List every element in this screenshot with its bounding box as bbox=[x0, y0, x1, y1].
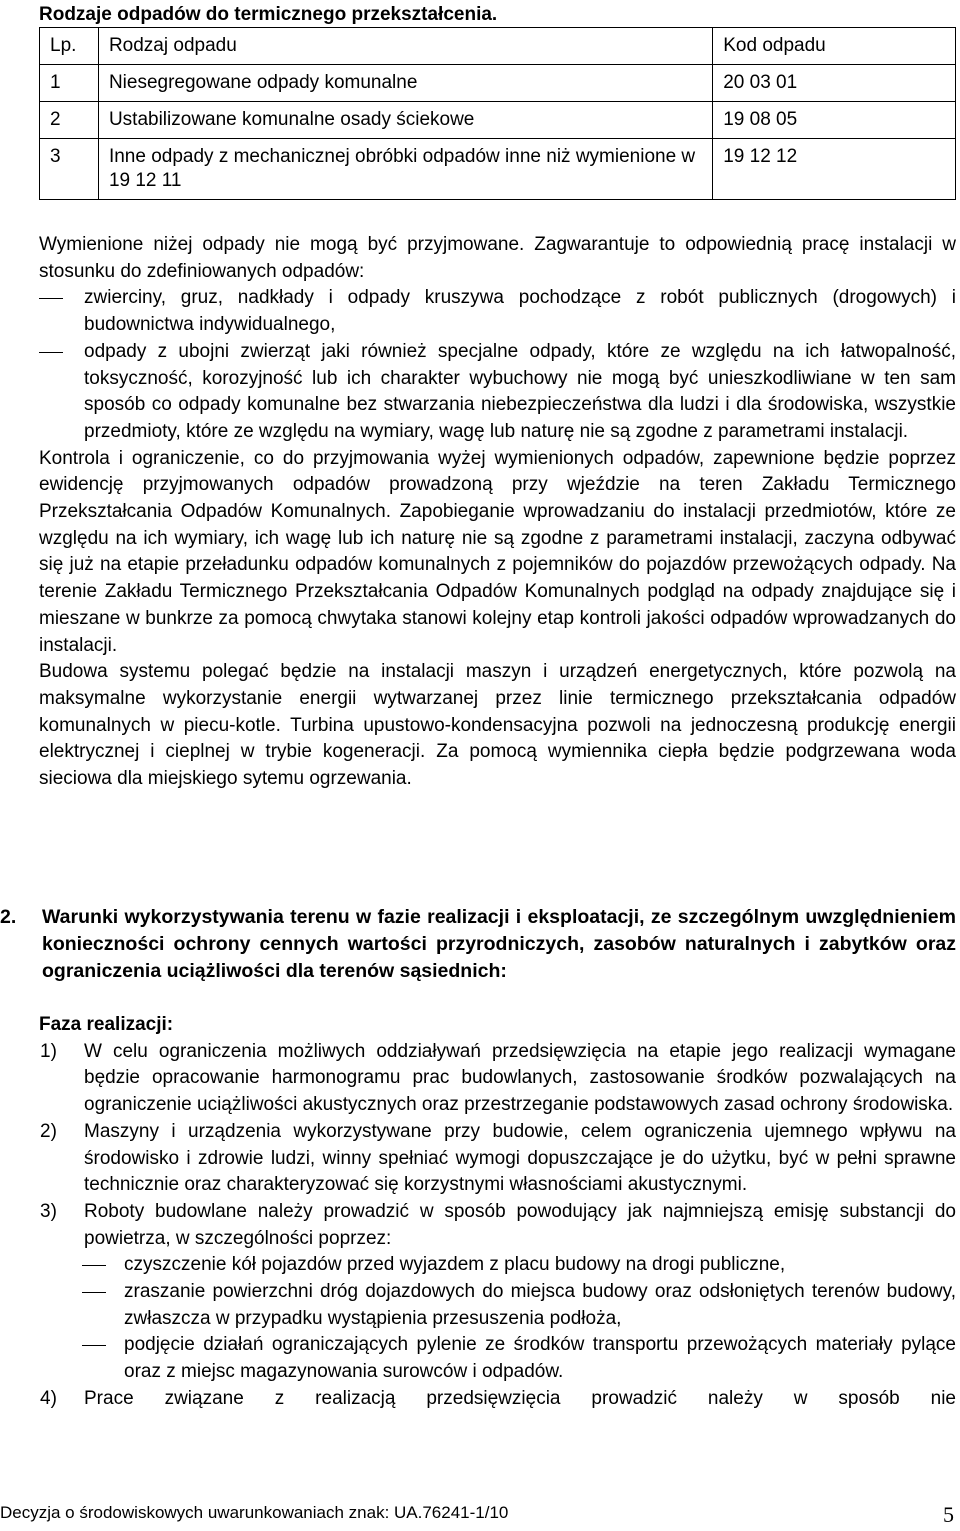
system-paragraph: Budowa systemu polegać będzie na instalacji maszyn i urządzeń energetycznych, które pozwolą na maksymalne wykorzystanie energii wytwarzanej przez linie termicznego przekształcania odpadów komunalnych w piecu-kotle. Turbina upustowo-kondensacyjna pozwoli na jednoczesną produkcję energii elektrycznej i cieplnej w trybie kogeneracji. Za pomocą wymiennika ciepła będzie podgrzewana woda sieciowa dla miejskiego sytemu ogrzewania. bbox=[39, 661, 956, 790]
intro-paragraph: Wymienione niżej odpady nie mogą być przyjmowane. Zagwarantuje to odpowiednią pracę instalacji w stosunku do zdefiniowanych odpadów: bbox=[39, 234, 956, 282]
section-number: 2. bbox=[0, 906, 17, 928]
waste-table bbox=[39, 27, 956, 200]
cell-waste-type: Niesegregowane odpady komunalne bbox=[98, 65, 712, 102]
cell-lp: 1 bbox=[40, 65, 99, 102]
list-item-text: odpady z ubojni zwierząt jaki również specjalne odpady, które ze względu na ich łatwopalność, toksyczność, korozyjność lub ich charakter wybuchowy nie mogą być unieszkodliwiane w ten sam sposób co odpady komunalne bez stwarzania niebezpieczeństwa dla ludzi i dla środowiska, wszystkie przedmioty, które ze względu na wymiary, wagę lub naturę nie są zgodne z parametrami instalacji. bbox=[84, 340, 956, 442]
cell-lp: 3 bbox=[40, 139, 99, 200]
dash-bullet bbox=[82, 1345, 106, 1346]
dash-bullet bbox=[39, 352, 63, 353]
excluded-waste-section bbox=[39, 232, 956, 793]
table-row bbox=[40, 102, 956, 139]
header-waste-code: Kod odpadu bbox=[713, 28, 956, 65]
header-waste-type: Rodzaj odpadu bbox=[98, 28, 712, 65]
realization-phase bbox=[39, 1012, 956, 1413]
item-number: 2) bbox=[40, 1120, 57, 1142]
list-item bbox=[39, 1039, 956, 1119]
list-item-text: zwierciny, gruz, nadkłady i odpady kruszywa pochodzące z robót publicznych (drogowych) i budownictwa indywidualnego, bbox=[84, 287, 956, 336]
dash-bullet bbox=[82, 1292, 106, 1293]
phase-heading: Faza realizacji: bbox=[39, 1014, 174, 1035]
control-paragraph: Kontrola i ograniczenie, co do przyjmowania wyżej wymienionych odpadów, zapewnione będzie poprzez ewidencję przyjmowanych odpadów prowadzoną przy wjeździe na teren Zakładu Termicznego Przekształcania Odpadów Komunalnych. Zapobieganie wprowadzaniu do instalacji przedmiotów, które ze względu na ich wymiary, ich wagę lub ich naturę nie są zgodne z parametrami instalacji, zaczyna odbywać się już na etapie przeładunku odpadów komunalnych z pojemników do pojazdów przewożących odpady. Na terenie Zakładu Termicznego Przekształcania Odpadów Komunalnych podgląd na odpady znajdujące się i mieszane w bunkrze za pomocą chwytaka stanowi kolejny etap kontroli jakości odpadów wprowadzanych do instalacji. bbox=[39, 447, 956, 656]
list-item bbox=[39, 285, 956, 338]
list-item bbox=[39, 1119, 956, 1199]
list-item-text: czyszczenie kół pojazdów przed wyjazdem z placu budowy na drogi publiczne, bbox=[124, 1254, 786, 1276]
item-number: 3) bbox=[40, 1200, 57, 1222]
list-item bbox=[39, 339, 956, 446]
cell-waste-type: Ustabilizowane komunalne osady ściekowe bbox=[98, 102, 712, 139]
page-number: 5 bbox=[943, 1502, 954, 1527]
sub-list-item bbox=[39, 1332, 956, 1385]
table-header-row bbox=[40, 28, 956, 65]
list-item-text: Maszyny i urządzenia wykorzystywane przy budowie, celem ograniczenia ujemnego wpływu na środowisko i zdrowie ludzi, winny spełniać wymogi dopuszczające je do użytku, być w pełni sprawne technicznie oraz charakteryzować się korzystnymi własnościami akustycznymi. bbox=[84, 1120, 956, 1196]
section-heading-text: Warunki wykorzystywania terenu w fazie realizacji i eksploatacji, ze szczególnym uwzględnieniem konieczności ochrony cennych wartości przyrodniczych, zasobów naturalnych i zabytków oraz ograniczenia uciążliwości dla terenów sąsiednich: bbox=[42, 906, 956, 982]
item-number: 4) bbox=[40, 1387, 57, 1409]
list-item-text: Roboty budowlane należy prowadzić w sposób powodujący jak najmniejszą emisję substancji do powietrza, w szczególności poprzez: bbox=[84, 1200, 956, 1249]
list-item bbox=[39, 1199, 956, 1252]
table-row bbox=[40, 139, 956, 200]
table-row bbox=[40, 65, 956, 102]
cell-waste-type: Inne odpady z mechanicznej obróbki odpadów inne niż wymienione w 19 12 11 bbox=[98, 139, 712, 200]
header-lp: Lp. bbox=[40, 28, 99, 65]
cell-waste-code: 20 03 01 bbox=[713, 65, 956, 102]
sub-list-item bbox=[39, 1252, 956, 1279]
dash-bullet bbox=[39, 298, 63, 299]
item-number: 1) bbox=[40, 1040, 57, 1062]
sub-list-item bbox=[39, 1279, 956, 1332]
list-item-text: W celu ograniczenia możliwych oddziaływań przedsięwzięcia na etapie jego realizacji wymagane będzie opracowanie harmonogramu prac budowlanych, zastosowanie środków pozwalających na ograniczenie uciążliwości akustycznych oraz przestrzeganie podstawowych zasad ochrony środowiska. bbox=[84, 1040, 956, 1116]
list-item-text: Prace związane z realizacją przedsięwzięcia prowadzić należy w sposób nie bbox=[84, 1387, 956, 1409]
cell-waste-code: 19 12 12 bbox=[713, 139, 956, 200]
list-item-text: podjęcie działań ograniczających pylenie ze środków transportu przewożących materiały pylące oraz z miejsc magazynowania surowców i odpadów. bbox=[124, 1334, 956, 1383]
list-item bbox=[39, 1386, 956, 1413]
cell-lp: 2 bbox=[40, 102, 99, 139]
cell-waste-code: 19 08 05 bbox=[713, 102, 956, 139]
footer-reference: Decyzja o środowiskowych uwarunkowaniach znak: UA.76241-1/10 bbox=[0, 1503, 509, 1522]
list-item-text: zraszanie powierzchni dróg dojazdowych do miejsca budowy oraz odsłoniętych terenów budowy, zwłaszcza w przypadku wystąpienia przesuszenia podłoża, bbox=[124, 1281, 956, 1329]
section-title: Rodzaje odpadów do termicznego przekształcenia. bbox=[39, 4, 498, 25]
dash-bullet bbox=[82, 1265, 106, 1266]
